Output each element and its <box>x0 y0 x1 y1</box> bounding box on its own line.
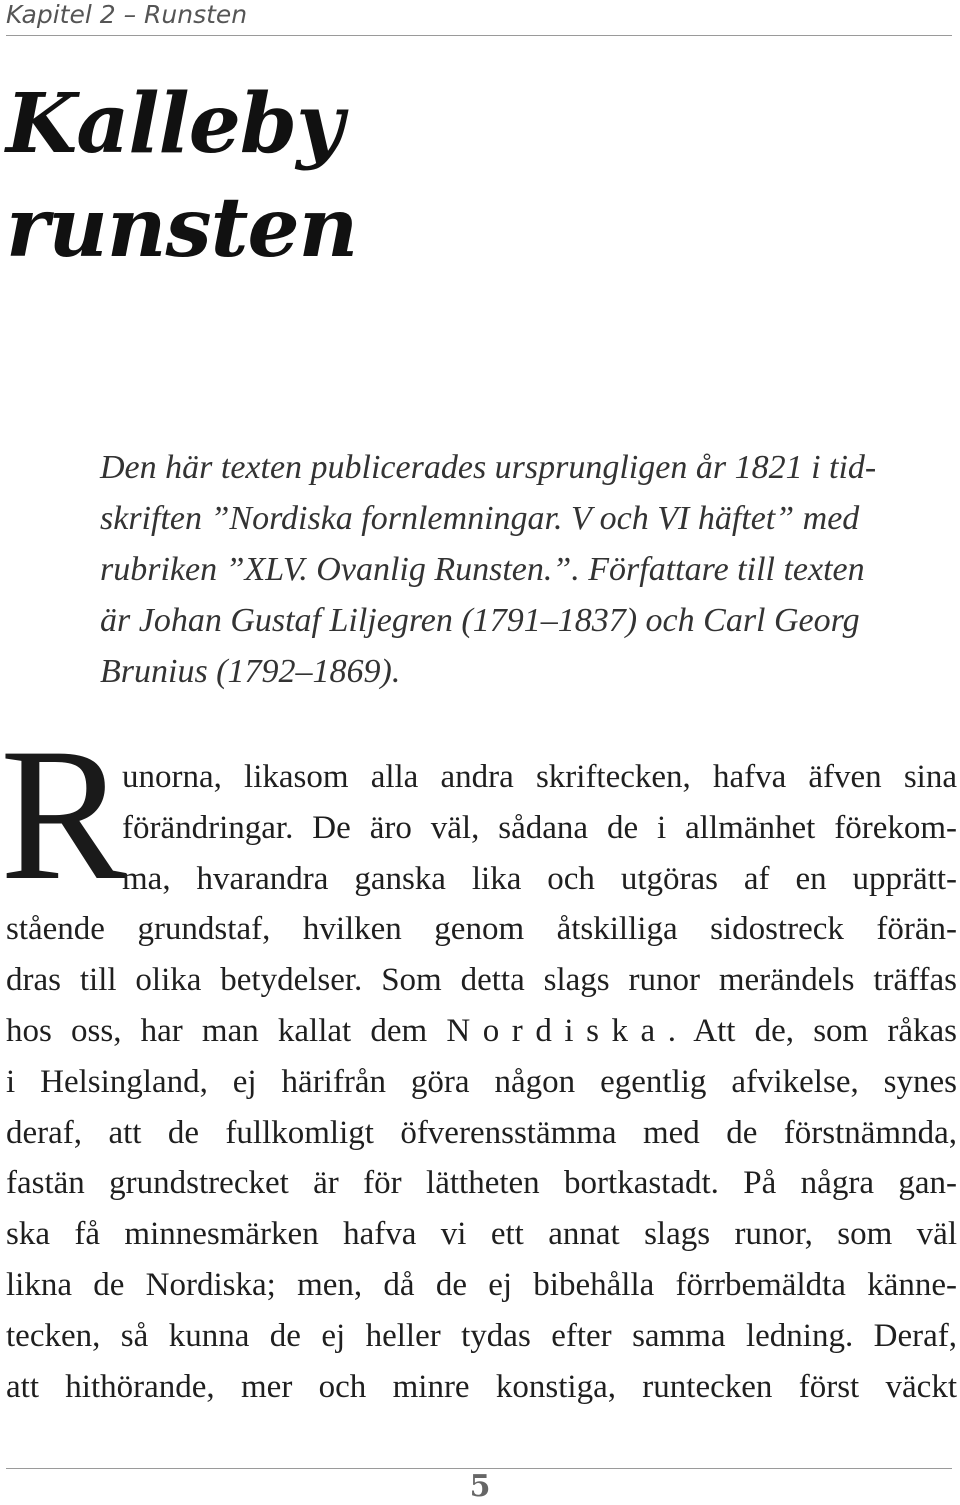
page-number: 5 <box>469 1469 491 1504</box>
intro-line: Den här texten publicerades ursprungligen år 1821 i tid- <box>100 449 877 486</box>
body-line-part: . Att de, som råkas <box>667 1012 957 1049</box>
chapter-title-line-1: Kalleby <box>6 76 343 172</box>
body-line: dras till olika betydelser. Som detta slags runor merändels träffas <box>6 962 957 999</box>
body-line-spaced <box>6 1006 957 1057</box>
intro-line: rubriken ”XLV. Ovanlig Runsten.”. Författare till texten <box>100 551 865 588</box>
body-line: förändringar. De äro väl, sådana de i allmänhet förekom- <box>122 809 957 846</box>
intro-line: är Johan Gustaf Liljegren (1791–1837) och Carl Georg <box>100 602 860 639</box>
body-line: ska få minnesmärken hafva vi ett annat slags runor, som väl <box>6 1216 957 1253</box>
body-line: likna de Nordiska; men, då de ej bibehålla förrbemäldta känne- <box>6 1266 957 1303</box>
running-head: Kapitel 2 – Runsten <box>6 0 248 29</box>
body-line: ma, hvarandra ganska lika och utgöras af en upprätt- <box>122 860 957 897</box>
spaced-word: Nordiska <box>446 1012 668 1049</box>
chapter-title-line-2: runsten <box>6 180 358 276</box>
body-line: tecken, så kunna de ej heller tydas efter samma ledning. Deraf, <box>6 1317 957 1354</box>
body-line: stående grundstaf, hvilken genom åtskilliga sidostreck förän- <box>6 911 957 948</box>
body-line: unorna, likasom alla andra skriftecken, hafva äfven sina <box>122 759 957 795</box>
chapter-title <box>6 72 357 280</box>
intro-line: Brunius (1792–1869). <box>100 653 401 690</box>
body-line-part: hos oss, har man kallat dem <box>6 1012 447 1049</box>
body-line: i Helsingland, ej härifrån göra någon egentlig afvikelse, synes <box>6 1063 957 1100</box>
body-paragraph <box>6 752 957 1412</box>
body-line: att hithörande, mer och minre konstiga, runtecken först väckt <box>6 1368 957 1405</box>
header-rule <box>6 35 952 36</box>
intro-line: skriften ”Nordiska fornlemningar. V och VI häftet” med <box>100 500 860 537</box>
intro-paragraph <box>100 442 940 697</box>
body-line: fastän grundstrecket är för lättheten bortkastadt. På några gan- <box>6 1165 957 1202</box>
drop-cap: R <box>0 710 127 920</box>
body-line: deraf, att de fullkomligt öfverensstämma med de förstnämnda, <box>6 1114 957 1151</box>
